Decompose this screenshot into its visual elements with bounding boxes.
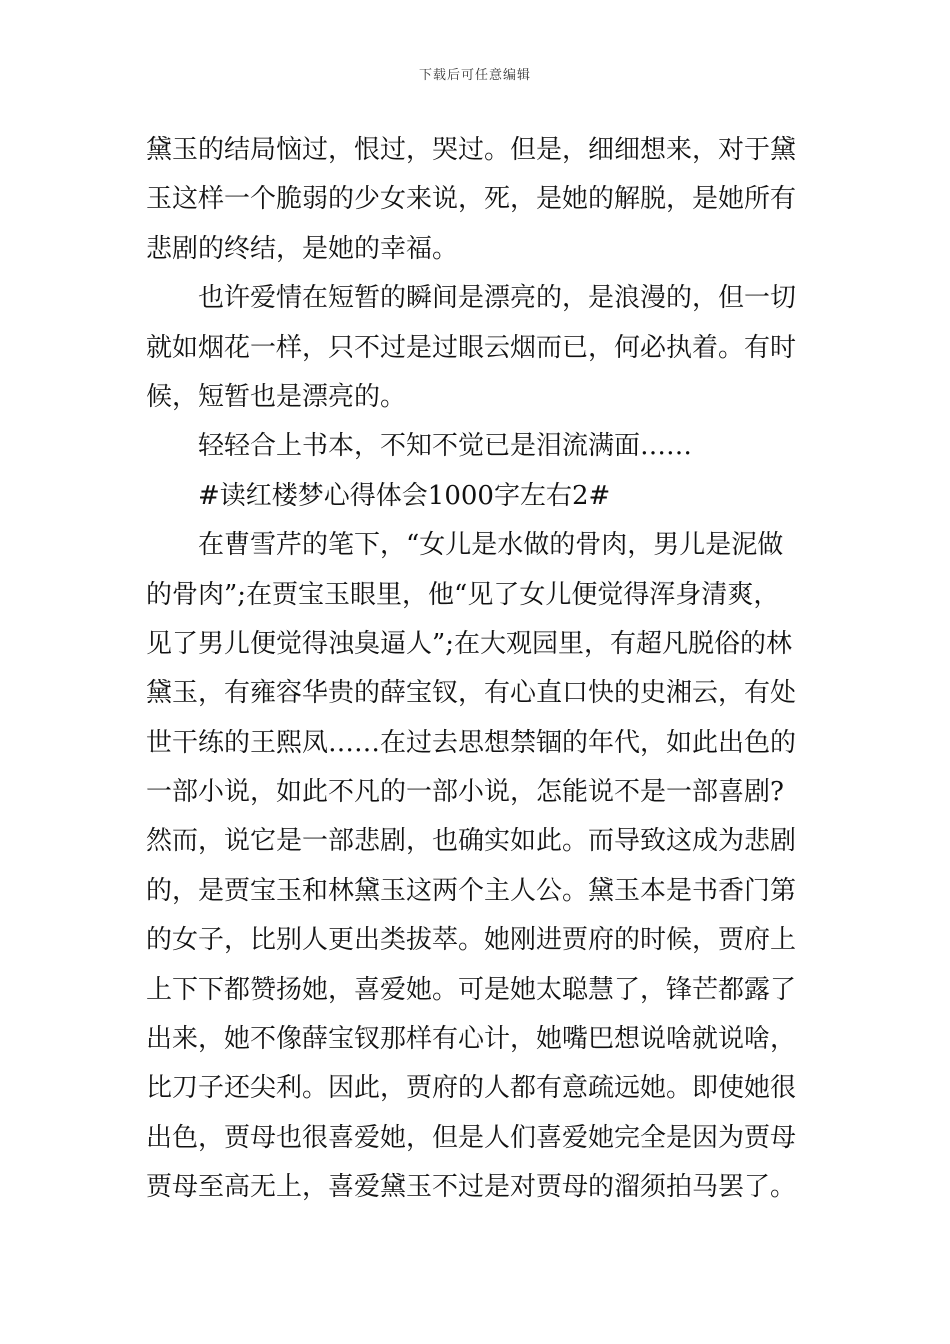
text-line: 悲剧的终结，是她的幸福。 [146,233,459,264]
text-line: 上下下都赞扬她，喜爱她。可是她太聪慧了，锋芒都露了 [146,974,797,1005]
text-line: 比刀子还尖利。因此，贾府的人都有意疏远她。即使她很 [146,1073,797,1104]
text-line: 轻轻合上书本，不知不觉已是泪流满面…… [198,431,693,462]
document-body [146,126,808,1213]
text-line: 也许爱情在短暂的瞬间是漂亮的，是浪漫的，但一切 [198,283,797,314]
text-line: 然而，说它是一部悲剧，也确实如此。而导致这成为悲剧 [146,826,797,857]
text-line: 黛玉，有雍容华贵的薛宝钗，有心直口快的史湘云，有处 [146,678,797,709]
text-line: 候，短暂也是漂亮的。 [146,381,407,412]
text-line: 的骨肉”;在贾宝玉眼里，他“见了女儿便觉得浑身清爽， [146,579,780,610]
text-line: 出来，她不像薛宝钗那样有心计，她嘴巴想说啥就说啥， [146,1024,797,1055]
text-line: 贾母至高无上，喜爱黛玉不过是对贾母的溜须拍马罢了。 [146,1172,797,1203]
text-line: 就如烟花一样，只不过是过眼云烟而已，何必执着。有时 [146,332,797,363]
text-line: 见了男儿便觉得浊臭逼人”;在大观园里，有超凡脱俗的林 [146,628,793,659]
text-line: 的女子，比别人更出类拔萃。她刚进贾府的时候，贾府上 [146,925,797,956]
text-line: 出色，贾母也很喜爱她，但是人们喜爱她完全是因为贾母 [146,1122,797,1153]
page-header: 下载后可任意编辑 [418,68,531,83]
text-line: 在曹雪芹的笔下，“女儿是水做的骨肉，男儿是泥做 [198,530,784,561]
text-line: 玉这样一个脆弱的少女来说，死，是她的解脱，是她所有 [146,184,797,215]
text-line: #读红楼梦心得体会1000字左右2# [198,480,611,511]
text-line: 一部小说，如此不凡的一部小说，怎能说不是一部喜剧? [146,777,784,808]
text-line: 黛玉的结局恼过，恨过，哭过。但是，细细想来，对于黛 [146,135,797,165]
text-line: 的，是贾宝玉和林黛玉这两个主人公。黛玉本是书香门第 [146,875,797,906]
text-line: 世干练的王熙凤……在过去思想禁锢的年代，如此出色的 [146,727,797,758]
